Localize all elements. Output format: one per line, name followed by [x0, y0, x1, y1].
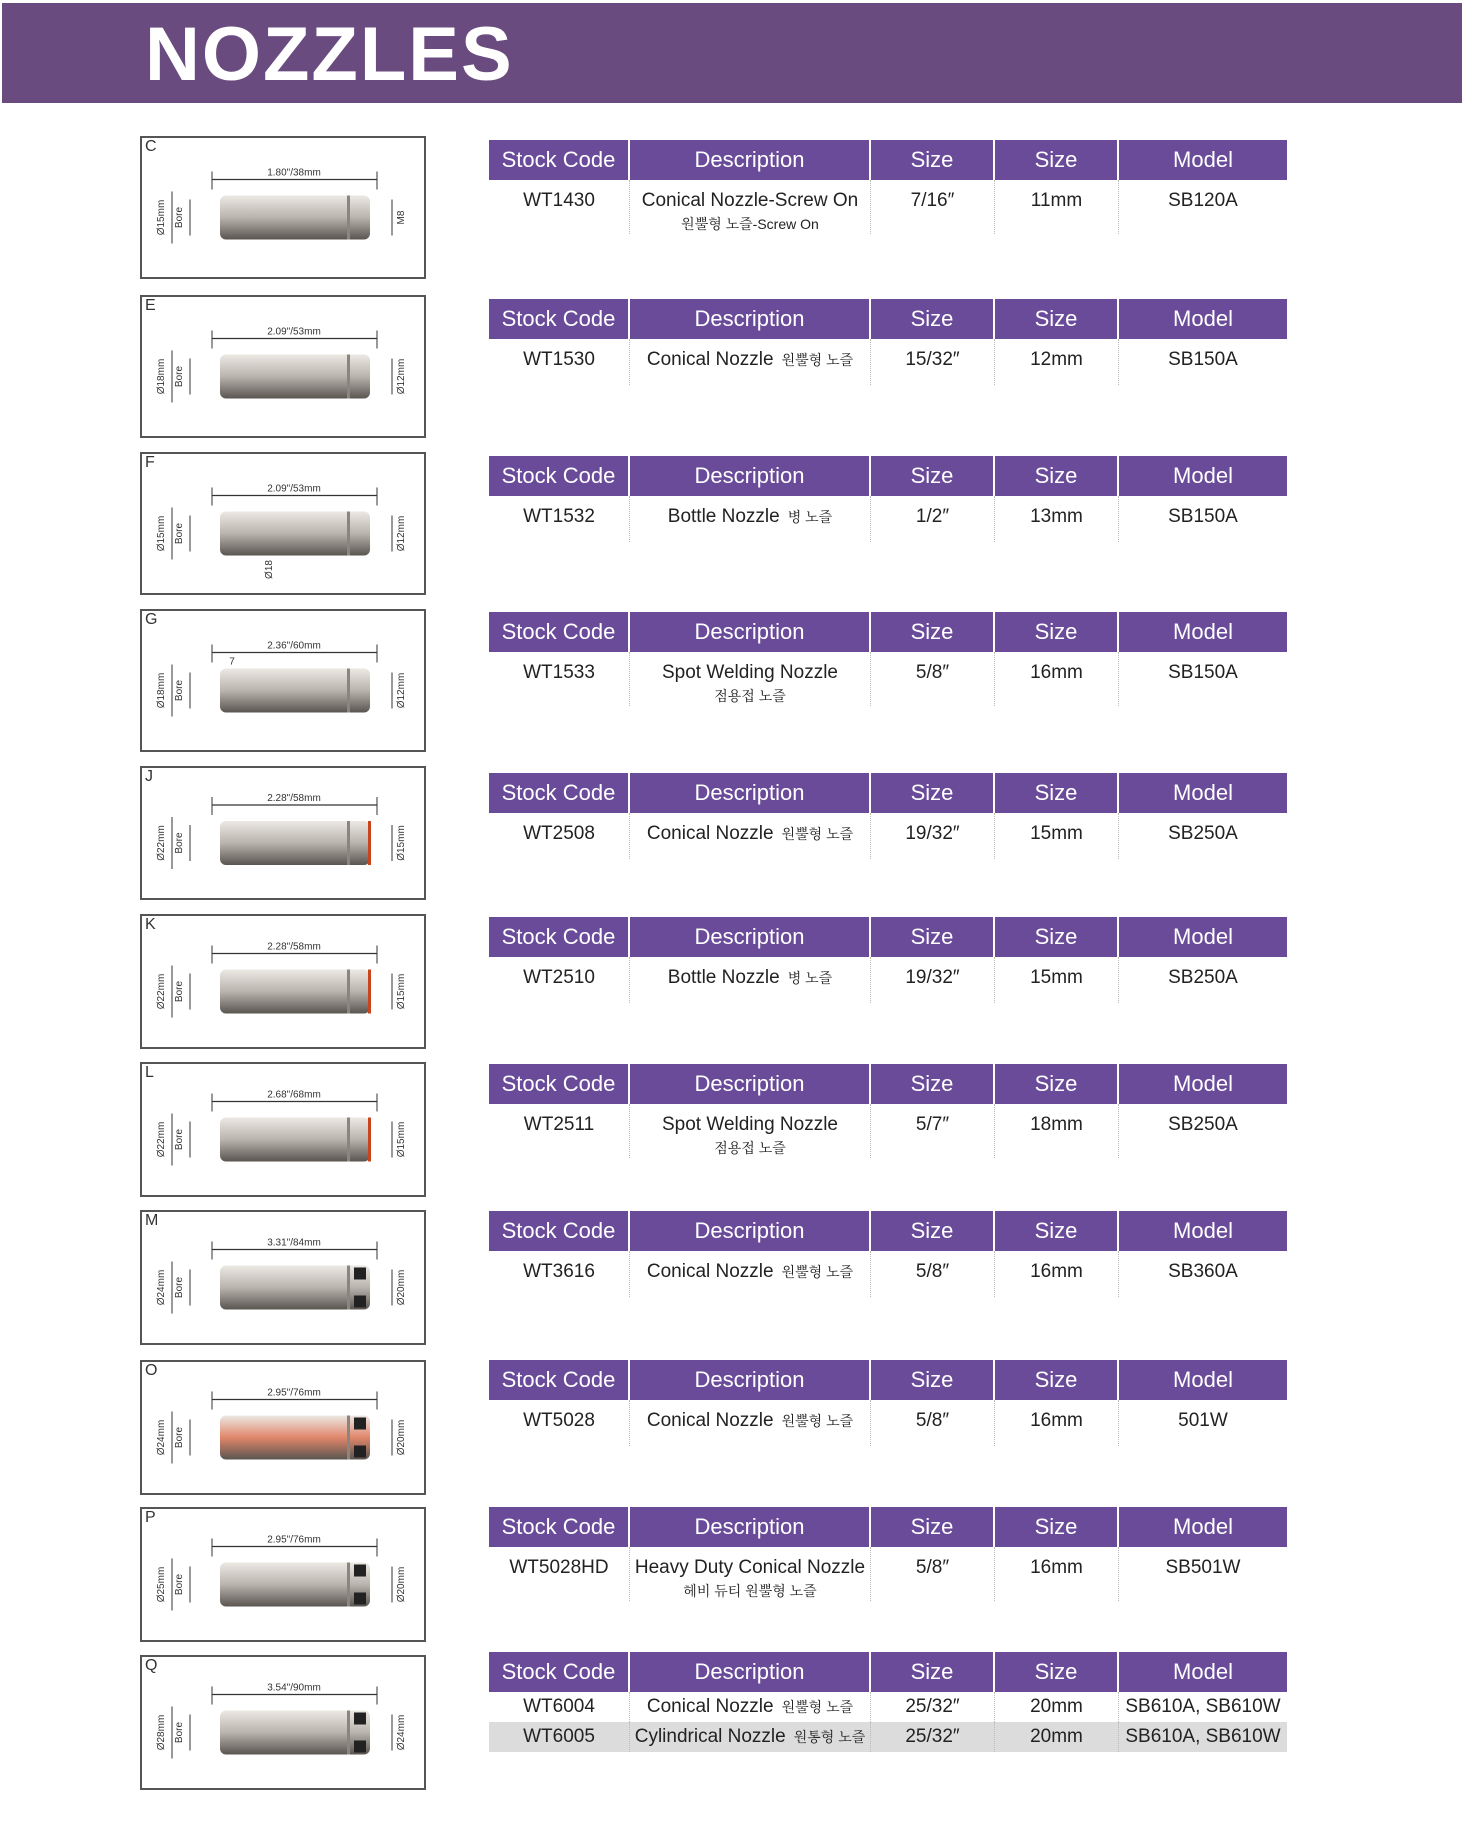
nozzle-drawing: [142, 1657, 424, 1788]
diagram-letter: O: [145, 1362, 158, 1379]
table-header: [489, 612, 1287, 652]
stock-code-cell: WT1532: [489, 496, 630, 542]
size-inch-cell: 5/8″: [871, 1547, 995, 1601]
outer-diameter-label: Ø22mm: [156, 973, 167, 1010]
header-model: Model: [1173, 924, 1233, 949]
description-en: Conical Nozzle: [646, 1696, 774, 1717]
stock-code-cell: WT6005: [489, 1722, 630, 1752]
stock-code-cell: WT1530: [489, 339, 630, 385]
spec-table: [489, 456, 1287, 542]
table-row: [489, 180, 1287, 234]
header-size-mm: Size: [995, 456, 1119, 496]
diagram-letter: J: [145, 768, 153, 785]
header-model: Model: [1173, 1659, 1233, 1684]
description-ko: 원뿔형 노즐: [781, 352, 854, 368]
outer-diameter-label: Ø24mm: [156, 1269, 167, 1306]
header-description: Description: [630, 456, 871, 496]
header-description: Description: [630, 140, 871, 180]
table-row: [489, 1104, 1287, 1158]
header-size-mm: Size: [995, 1652, 1119, 1692]
outer-diameter-label: Ø24mm: [156, 1419, 167, 1456]
stock-code-cell: WT3616: [489, 1251, 630, 1297]
bore-label: Bore: [174, 365, 185, 388]
table-row: [489, 496, 1287, 542]
description-en: Heavy Duty Conical Nozzle: [634, 1557, 866, 1578]
header-size-inch: Size: [871, 140, 995, 180]
outer-diameter-label: Ø18mm: [156, 358, 167, 395]
description-ko: 원뿔형 노즐: [781, 826, 854, 842]
extra-dimension: Ø18: [264, 560, 275, 579]
size-mm-cell: 15mm: [995, 813, 1119, 859]
spec-table: [489, 1360, 1287, 1446]
size-inch-cell: 19/32″: [871, 957, 995, 1003]
length-dimension: 2.95"/76mm: [267, 1387, 321, 1399]
description-cell: [630, 813, 871, 859]
bore-label: Bore: [174, 1573, 185, 1596]
size-inch-cell: 5/8″: [871, 652, 995, 706]
description-cell: [630, 957, 871, 1003]
description-en: Conical Nozzle: [646, 349, 774, 370]
header-size-inch: Size: [871, 456, 995, 496]
header-description: Description: [630, 773, 871, 813]
size-mm-cell: 16mm: [995, 652, 1119, 706]
header-stock-code: Stock Code: [489, 299, 630, 339]
table-header: [489, 140, 1287, 180]
model-cell: SB120A: [1168, 190, 1238, 211]
nozzle-diagram: [140, 609, 426, 752]
nozzle-drawing: [142, 1362, 424, 1493]
size-inch-cell: 5/8″: [871, 1400, 995, 1446]
table-header: [489, 1507, 1287, 1547]
size-inch-cell: 5/8″: [871, 1251, 995, 1297]
header-size-mm: Size: [995, 1507, 1119, 1547]
spec-table: [489, 1507, 1287, 1601]
diagram-letter: F: [145, 454, 155, 471]
nozzle-drawing: [142, 611, 424, 750]
spec-table: [489, 612, 1287, 706]
header-description: Description: [630, 1064, 871, 1104]
stock-code-cell: WT2511: [489, 1104, 630, 1158]
spec-table: [489, 1064, 1287, 1158]
header-size-inch: Size: [871, 299, 995, 339]
spec-table: [489, 1211, 1287, 1297]
outer-diameter-label: Ø15mm: [156, 515, 167, 552]
header-description: Description: [630, 612, 871, 652]
description-en: Bottle Nozzle: [667, 506, 780, 527]
header-model: Model: [1173, 147, 1233, 172]
description-en: Conical Nozzle-Screw On: [641, 190, 859, 211]
size-mm-cell: 20mm: [995, 1722, 1119, 1752]
stock-code-cell: WT1430: [489, 180, 630, 234]
size-inch-cell: 25/32″: [871, 1722, 995, 1752]
description-ko: 점용접 노즐: [714, 688, 786, 704]
tip-diameter-label: Ø12mm: [396, 672, 407, 709]
tip-diameter-label: Ø20mm: [396, 1269, 407, 1306]
nozzle-diagram: [140, 914, 426, 1049]
header-model: Model: [1173, 463, 1233, 488]
length-dimension: 2.09"/53mm: [267, 483, 321, 495]
description-ko: 원뿔형 노즐-Screw On: [681, 216, 819, 232]
table-row: [489, 1547, 1287, 1601]
description-cell: [630, 1722, 871, 1752]
table-row: [489, 1251, 1287, 1297]
size-mm-cell: 18mm: [995, 1104, 1119, 1158]
header-model: Model: [1173, 619, 1233, 644]
header-size-inch: Size: [871, 917, 995, 957]
description-en: Spot Welding Nozzle: [661, 1114, 839, 1135]
header-stock-code: Stock Code: [489, 1652, 630, 1692]
spec-table: [489, 773, 1287, 859]
diagram-letter: C: [145, 138, 157, 155]
header-stock-code: Stock Code: [489, 456, 630, 496]
nozzle-diagram: [140, 1360, 426, 1495]
header-size-inch: Size: [871, 1360, 995, 1400]
header-stock-code: Stock Code: [489, 917, 630, 957]
size-inch-cell: 15/32″: [871, 339, 995, 385]
nozzle-diagram: [140, 1655, 426, 1790]
bore-label: Bore: [174, 1128, 185, 1151]
size-inch-cell: 25/32″: [871, 1692, 995, 1722]
header-stock-code: Stock Code: [489, 1360, 630, 1400]
tip-diameter-label: Ø12mm: [396, 515, 407, 552]
header-stock-code: Stock Code: [489, 1211, 630, 1251]
tip-diameter-label: Ø15mm: [396, 825, 407, 861]
diagram-letter: K: [145, 916, 156, 933]
description-ko: 원뿔형 노즐: [781, 1699, 854, 1715]
length-dimension: 3.54"/90mm: [267, 1682, 321, 1694]
table-row: [489, 652, 1287, 706]
outer-diameter-label: Ø25mm: [156, 1566, 167, 1603]
description-cell: [630, 1251, 871, 1297]
nozzle-diagram: [140, 452, 426, 595]
model-cell: SB150A: [1168, 349, 1238, 370]
header-description: Description: [630, 299, 871, 339]
size-mm-cell: 11mm: [995, 180, 1119, 234]
bore-label: Bore: [174, 206, 185, 229]
header-size-mm: Size: [995, 1064, 1119, 1104]
table-row: [489, 957, 1287, 1003]
description-cell: [630, 1692, 871, 1722]
model-cell: SB250A: [1168, 967, 1238, 988]
size-mm-cell: 13mm: [995, 496, 1119, 542]
header-size-inch: Size: [871, 773, 995, 813]
stock-code-cell: WT6004: [489, 1692, 630, 1722]
model-cell: SB360A: [1168, 1261, 1238, 1282]
table-row: [489, 1722, 1287, 1752]
size-inch-cell: 19/32″: [871, 813, 995, 859]
header-stock-code: Stock Code: [489, 612, 630, 652]
description-ko: 점용접 노즐: [714, 1140, 786, 1156]
table-header: [489, 1652, 1287, 1692]
table-header: [489, 299, 1287, 339]
model-cell: SB610A, SB610W: [1125, 1726, 1281, 1747]
nozzle-drawing: [142, 1064, 424, 1195]
stock-code-cell: WT5028HD: [489, 1547, 630, 1601]
header-stock-code: Stock Code: [489, 1507, 630, 1547]
header-description: Description: [630, 1652, 871, 1692]
diagram-letter: G: [145, 611, 158, 628]
spec-table: [489, 917, 1287, 1003]
header-size-inch: Size: [871, 1064, 995, 1104]
nozzle-diagram: [140, 766, 426, 900]
table-row: [489, 813, 1287, 859]
length-dimension: 2.28"/58mm: [267, 941, 321, 953]
model-cell: SB150A: [1168, 662, 1238, 683]
table-header: [489, 456, 1287, 496]
description-cell: [630, 1547, 871, 1601]
description-ko: 병 노즐: [787, 509, 833, 525]
size-inch-cell: 7/16″: [871, 180, 995, 234]
description-en: Conical Nozzle: [646, 823, 774, 844]
nozzle-drawing: [142, 1509, 424, 1640]
stock-code-cell: WT2508: [489, 813, 630, 859]
header-stock-code: Stock Code: [489, 773, 630, 813]
model-cell: 501W: [1178, 1410, 1228, 1431]
header-model: Model: [1173, 1218, 1233, 1243]
description-en: Conical Nozzle: [646, 1410, 774, 1431]
diagram-letter: M: [145, 1212, 159, 1229]
header-size-mm: Size: [995, 1211, 1119, 1251]
length-dimension: 1.80"/38mm: [267, 167, 321, 179]
length-dimension: 2.28"/58mm: [267, 793, 321, 804]
bore-label: Bore: [174, 522, 185, 545]
spec-table: [489, 1652, 1287, 1752]
header-model: Model: [1173, 780, 1233, 805]
diagram-letter: Q: [145, 1657, 158, 1674]
model-cell: SB250A: [1168, 1114, 1238, 1135]
table-header: [489, 1064, 1287, 1104]
table-header: [489, 773, 1287, 813]
extra-dimension: 7: [229, 656, 235, 668]
nozzle-drawing: [142, 454, 424, 593]
nozzle-diagram: [140, 1062, 426, 1197]
header-size-mm: Size: [995, 612, 1119, 652]
nozzle-diagram: [140, 295, 426, 438]
size-mm-cell: 20mm: [995, 1692, 1119, 1722]
nozzle-drawing: [142, 138, 424, 277]
header-model: Model: [1173, 1071, 1233, 1096]
size-mm-cell: 16mm: [995, 1400, 1119, 1446]
model-cell: SB250A: [1168, 823, 1238, 844]
description-cell: [630, 339, 871, 385]
header-stock-code: Stock Code: [489, 1064, 630, 1104]
description-ko: 원통형 노즐: [793, 1729, 866, 1745]
size-mm-cell: 15mm: [995, 957, 1119, 1003]
length-dimension: 2.36"/60mm: [267, 640, 321, 652]
page-title: NOZZLES: [145, 12, 514, 97]
tip-diameter-label: Ø20mm: [396, 1566, 407, 1603]
header-model: Model: [1173, 1514, 1233, 1539]
outer-diameter-label: Ø15mm: [156, 199, 167, 236]
tip-diameter-label: M8: [396, 210, 407, 225]
nozzle-diagram: [140, 136, 426, 279]
tip-diameter-label: Ø15mm: [396, 1121, 407, 1158]
outer-diameter-label: Ø22mm: [156, 1121, 167, 1158]
description-cell: [630, 1400, 871, 1446]
nozzle-drawing: [142, 768, 424, 898]
bore-label: Bore: [174, 1276, 185, 1299]
size-inch-cell: 1/2″: [871, 496, 995, 542]
header-size-inch: Size: [871, 612, 995, 652]
bore-label: Bore: [174, 980, 185, 1003]
size-mm-cell: 16mm: [995, 1547, 1119, 1601]
model-cell: SB150A: [1168, 506, 1238, 527]
tip-diameter-label: Ø20mm: [396, 1419, 407, 1456]
description-en: Bottle Nozzle: [667, 967, 780, 988]
header-size-inch: Size: [871, 1507, 995, 1547]
tip-diameter-label: Ø15mm: [396, 973, 407, 1010]
header-stock-code: Stock Code: [489, 140, 630, 180]
header-size-inch: Size: [871, 1652, 995, 1692]
bore-label: Bore: [174, 1721, 185, 1744]
nozzle-drawing: [142, 297, 424, 436]
bore-label: Bore: [174, 1426, 185, 1449]
length-dimension: 3.31"/84mm: [267, 1237, 321, 1249]
header-model: Model: [1173, 306, 1233, 331]
description-ko: 원뿔형 노즐: [781, 1264, 854, 1280]
header-model: Model: [1173, 1367, 1233, 1392]
spec-table: [489, 140, 1287, 234]
header-size-inch: Size: [871, 1211, 995, 1251]
table-row: [489, 339, 1287, 385]
spec-table: [489, 299, 1287, 385]
outer-diameter-label: Ø28mm: [156, 1714, 167, 1751]
bore-label: Bore: [174, 679, 185, 702]
header-description: Description: [630, 1360, 871, 1400]
description-en: Conical Nozzle: [646, 1261, 774, 1282]
length-dimension: 2.68"/68mm: [267, 1089, 321, 1101]
outer-diameter-label: Ø22mm: [156, 825, 167, 861]
header-size-mm: Size: [995, 917, 1119, 957]
description-cell: [630, 496, 871, 542]
description-en: Spot Welding Nozzle: [661, 662, 839, 683]
size-mm-cell: 12mm: [995, 339, 1119, 385]
diagram-letter: E: [145, 297, 156, 314]
description-cell: [630, 1104, 871, 1158]
model-cell: SB501W: [1165, 1557, 1241, 1578]
description-ko: 원뿔형 노즐: [781, 1413, 854, 1429]
header-size-mm: Size: [995, 1360, 1119, 1400]
stock-code-cell: WT2510: [489, 957, 630, 1003]
header-description: Description: [630, 917, 871, 957]
header-size-mm: Size: [995, 773, 1119, 813]
tip-diameter-label: Ø24mm: [396, 1714, 407, 1751]
nozzle-diagram: [140, 1507, 426, 1642]
description-cell: [630, 652, 871, 706]
header-size-mm: Size: [995, 140, 1119, 180]
description-cell: [630, 180, 871, 234]
model-cell: SB610A, SB610W: [1125, 1696, 1281, 1717]
description-ko: 헤비 듀티 원뿔형 노즐: [683, 1583, 817, 1599]
diagram-letter: L: [145, 1064, 154, 1081]
length-dimension: 2.09"/53mm: [267, 326, 321, 338]
table-row: [489, 1400, 1287, 1446]
size-inch-cell: 5/7″: [871, 1104, 995, 1158]
table-header: [489, 917, 1287, 957]
table-header: [489, 1211, 1287, 1251]
nozzle-drawing: [142, 916, 424, 1047]
table-header: [489, 1360, 1287, 1400]
table-row: [489, 1692, 1287, 1722]
header-banner: [2, 3, 1462, 103]
header-description: Description: [630, 1211, 871, 1251]
nozzle-diagram: [140, 1210, 426, 1345]
description-ko: 병 노즐: [787, 970, 833, 986]
nozzle-drawing: [142, 1212, 424, 1343]
tip-diameter-label: Ø12mm: [396, 358, 407, 395]
diagram-letter: P: [145, 1509, 156, 1526]
header-description: Description: [630, 1507, 871, 1547]
description-en: Cylindrical Nozzle: [634, 1726, 786, 1747]
bore-label: Bore: [174, 832, 185, 854]
size-mm-cell: 16mm: [995, 1251, 1119, 1297]
header-size-mm: Size: [995, 299, 1119, 339]
stock-code-cell: WT1533: [489, 652, 630, 706]
length-dimension: 2.95"/76mm: [267, 1534, 321, 1546]
outer-diameter-label: Ø18mm: [156, 672, 167, 709]
stock-code-cell: WT5028: [489, 1400, 630, 1446]
